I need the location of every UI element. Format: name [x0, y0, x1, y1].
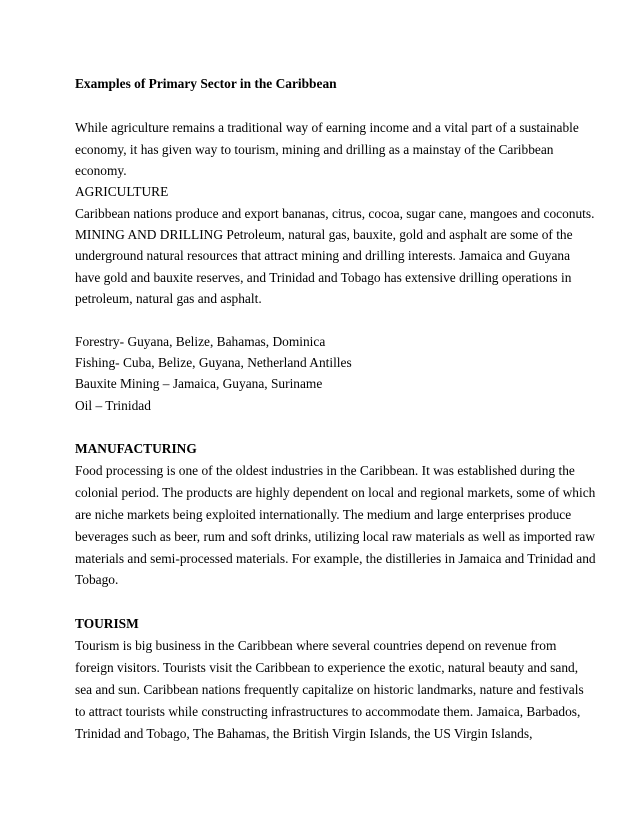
- manufacturing-line-5: materials and semi-processed materials. For example, the distilleries in Jamaica and Trinidad and: [75, 551, 596, 566]
- agriculture-heading: AGRICULTURE: [75, 184, 169, 199]
- mining-line-2: underground natural resources that attract mining and drilling interests. Jamaica and Guyana: [75, 248, 571, 263]
- tourism-line-3: sea and sun. Caribbean nations frequently capitalize on historic landmarks, nature and festivals: [75, 682, 584, 697]
- intro-line-1: While agriculture remains a traditional way of earning income and a vital part of a sustainable: [75, 120, 579, 135]
- mining-line-3: have gold and bauxite reserves, and Trinidad and Tobago has extensive drilling operations in: [75, 270, 572, 285]
- manufacturing-line-2: colonial period. The products are highly dependent on local and regional markets, some of which: [75, 485, 596, 500]
- tourism-line-4: to attract tourists while constructing infrastructures to accommodate them. Jamaica, Barbados,: [75, 704, 581, 719]
- example-forestry: Forestry- Guyana, Belize, Bahamas, Dominica: [75, 334, 326, 349]
- manufacturing-line-6: Tobago.: [75, 572, 119, 587]
- tourism-heading: TOURISM: [75, 616, 139, 631]
- tourism-line-5: Trinidad and Tobago, The Bahamas, the British Virgin Islands, the US Virgin Islands,: [75, 726, 533, 741]
- example-fishing: Fishing- Cuba, Belize, Guyana, Netherland Antilles: [75, 355, 352, 370]
- example-oil: Oil – Trinidad: [75, 398, 151, 413]
- intro-line-2: economy, it has given way to tourism, mining and drilling as a mainstay of the Caribbean: [75, 142, 554, 157]
- example-bauxite: Bauxite Mining – Jamaica, Guyana, Suriname: [75, 376, 323, 391]
- document-title: Examples of Primary Sector in the Caribbean: [75, 76, 337, 91]
- tourism-line-1: Tourism is big business in the Caribbean where several countries depend on revenue from: [75, 638, 557, 653]
- manufacturing-heading: MANUFACTURING: [75, 441, 197, 456]
- manufacturing-line-3: are niche markets being exploited internationally. The medium and large enterprises produce: [75, 507, 572, 522]
- tourism-line-2: foreign visitors. Tourists visit the Caribbean to experience the exotic, natural beauty and sand,: [75, 660, 579, 675]
- intro-line-3: economy.: [75, 163, 127, 178]
- manufacturing-line-1: Food processing is one of the oldest industries in the Caribbean. It was established during the: [75, 463, 575, 478]
- mining-line-1: MINING AND DRILLING Petroleum, natural gas, bauxite, gold and asphalt are some of the: [75, 227, 573, 242]
- mining-line-4: petroleum, natural gas and asphalt.: [75, 291, 262, 306]
- manufacturing-line-4: beverages such as beer, rum and soft drinks, utilizing local raw materials as well as imported raw: [75, 529, 596, 544]
- agriculture-text: Caribbean nations produce and export bananas, citrus, cocoa, sugar cane, mangoes and coconuts.: [75, 206, 595, 221]
